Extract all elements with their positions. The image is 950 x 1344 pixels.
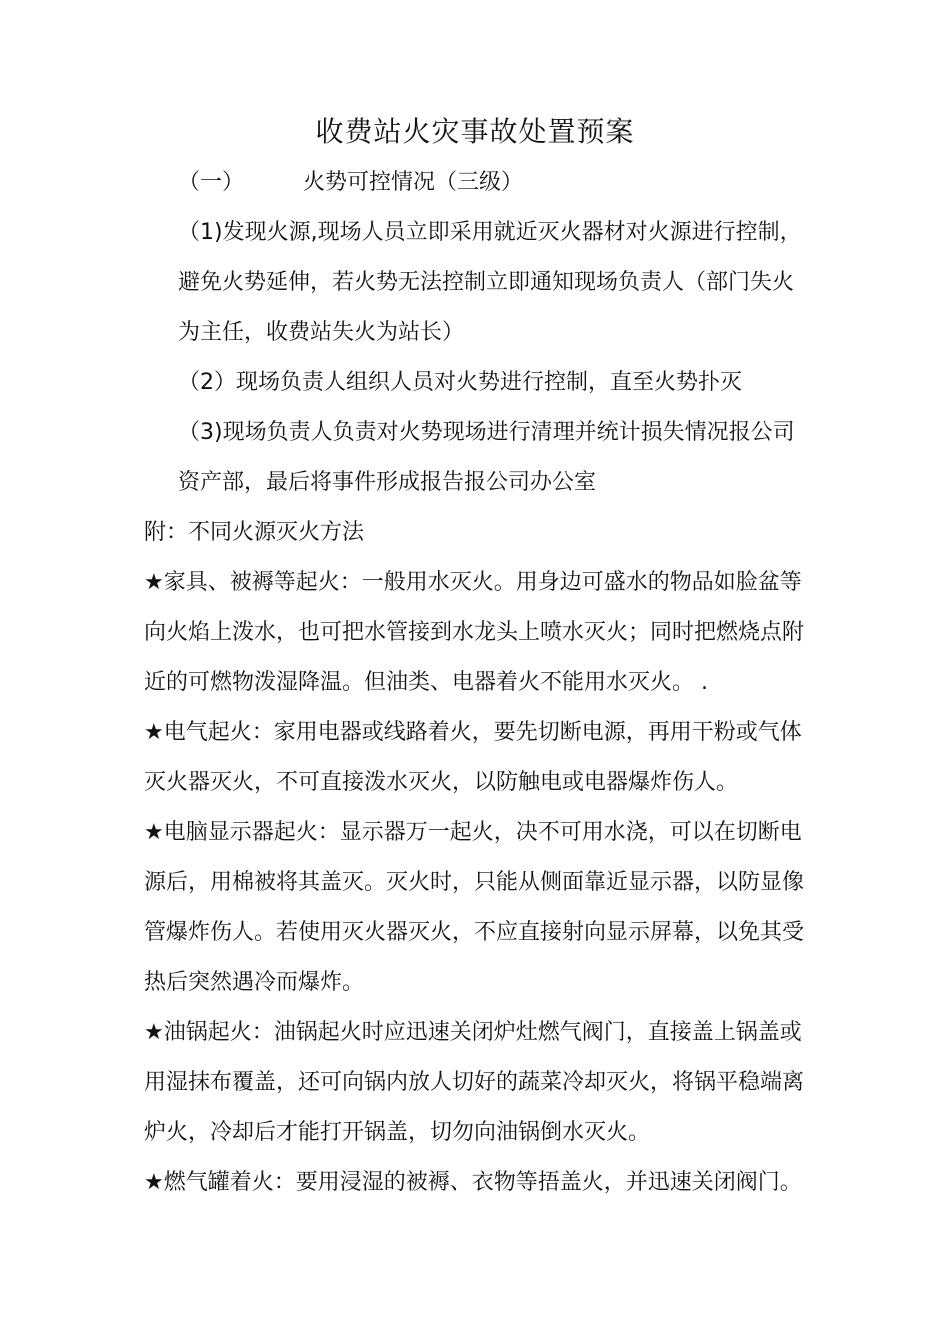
appendix-heading: 附：不同火源灭火方法 [144, 520, 365, 545]
body-line: 用湿抹布覆盖，还可向锅内放人切好的蔬菜冷却灭火，将锅平稳端离 [144, 1070, 805, 1095]
body-line: 炉火，冷却后才能打开锅盖，切勿向油锅倒水灭火。 [144, 1120, 651, 1145]
body-line: 避免火势延伸，若火势无法控制立即通知现场负责人（部门失火 [178, 270, 795, 295]
body-line: 热后突然遇冷而爆炸。 [144, 970, 365, 995]
body-line: 灭火器灭火，不可直接泼水灭火，以防触电或电器爆炸伤人。 [144, 770, 739, 795]
body-line: ★燃气罐着火：要用浸湿的被褥、衣物等捂盖火，并迅速关闭阀门。 [144, 1170, 802, 1195]
body-line: 向火焰上泼水，也可把水管接到水龙头上喷水灭火；同时把燃烧点附 [144, 620, 805, 645]
body-line: 近的可燃物泼湿降温。但油类、电器着火不能用水灭火。 . [144, 670, 708, 695]
body-line: 资产部，最后将事件形成报告报公司办公室 [178, 470, 597, 495]
body-line: ★电脑显示器起火：显示器万一起火，决不可用水浇，可以在切断电 [144, 820, 802, 845]
section-heading [178, 168, 523, 198]
body-line: （2）现场负责人组织人员对火势进行控制，直至火势扑灭 [178, 370, 742, 395]
body-line: （3)现场负责人负责对火势现场进行清理并统计损失情况报公司 [178, 420, 795, 445]
body-line: 源后，用棉被将其盖灭。灭火时，只能从侧面靠近显示器，以防显像 [144, 870, 805, 895]
section-number: （一） [178, 170, 245, 195]
section-title: 火势可控情况（三级） [303, 170, 524, 195]
body-line: 为主任，收费站失火为站长） [178, 320, 465, 345]
body-line: ★电气起火：家用电器或线路着火，要先切断电源，再用干粉或气体 [144, 720, 802, 745]
body-line: 管爆炸伤人。若使用灭火器灭火，不应直接射向显示屏幕，以免其受 [144, 920, 805, 945]
document-title: 收费站火灾事故处置预案 [315, 115, 635, 148]
body-line: （1)发现火源,现场人员立即采用就近灭火器材对火源进行控制， [178, 220, 802, 245]
body-line: ★油锅起火：油锅起火时应迅速关闭炉灶燃气阀门，直接盖上锅盖或 [144, 1020, 802, 1045]
body-line: ★家具、被褥等起火：一般用水灭火。用身边可盛水的物品如脸盆等 [144, 570, 802, 595]
